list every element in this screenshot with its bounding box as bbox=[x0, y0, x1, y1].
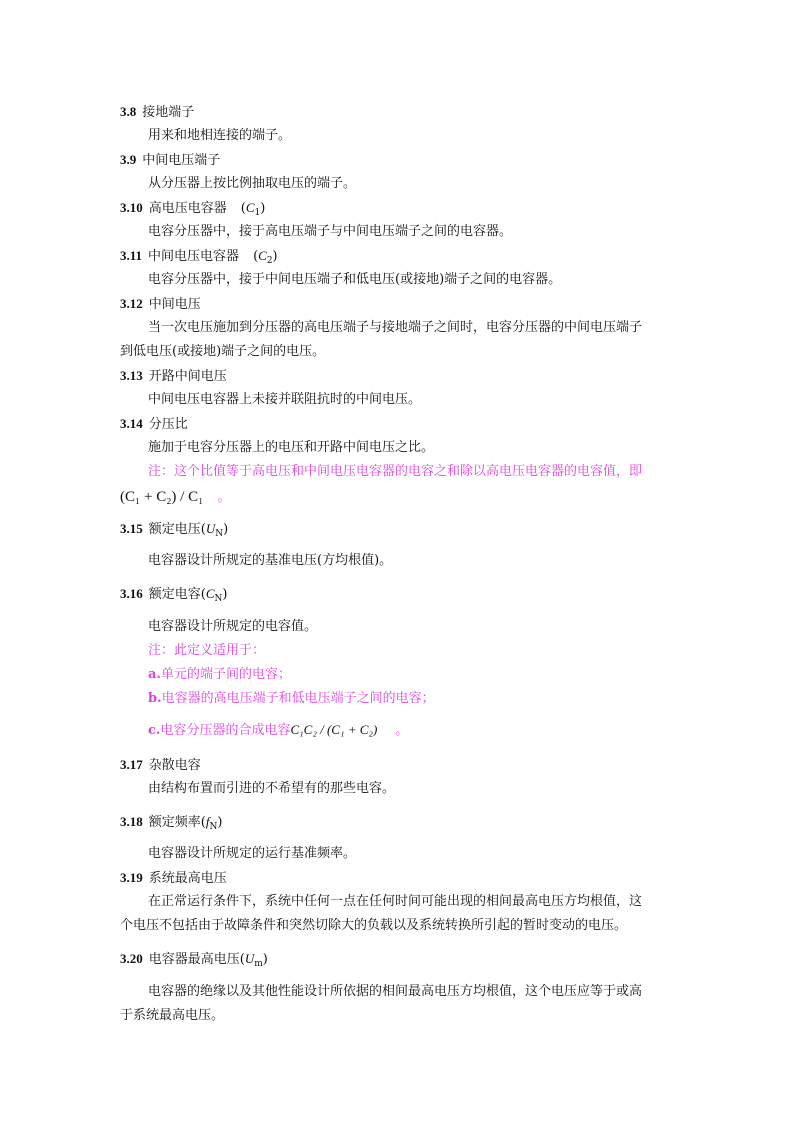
heading-3-12 bbox=[120, 296, 201, 313]
heading-3-8 bbox=[120, 104, 194, 121]
definition-3-12-line1: 当一次电压施加到分压器的高电压端子与接地端子之间时，电容分压器的中间电压端子 bbox=[148, 320, 643, 335]
item-text: 电容器的高电压端子和低电压端子之间的电容； bbox=[161, 691, 435, 706]
heading-3-18: 3.18 额定频率$(f_N)$ bbox=[120, 814, 223, 832]
definition-3-17: 由结构布置而引进的不希望有的那些电容。 bbox=[148, 781, 396, 796]
heading-3-14 bbox=[120, 416, 188, 433]
clause-term: 分压比 bbox=[148, 417, 188, 432]
note-item-b bbox=[148, 691, 435, 707]
clause-term: 中间电压 bbox=[148, 297, 201, 312]
item-label: c. bbox=[148, 723, 161, 738]
definition-3-8: 用来和地相连接的端子。 bbox=[148, 128, 292, 143]
heading-3-17 bbox=[120, 757, 201, 774]
clause-number: 3.8 bbox=[120, 104, 137, 119]
symbol-subscript: N bbox=[209, 822, 218, 832]
symbol: C bbox=[258, 248, 267, 263]
item-text: 电容分压器的合成电容 bbox=[160, 723, 291, 738]
symbol: C bbox=[205, 586, 215, 601]
formula-3-14 bbox=[120, 489, 230, 506]
definition-3-11: 电容分压器中，接于中间电压端子和低电压(或接地)端子之间的电容器。 bbox=[148, 272, 562, 287]
clause-number: 3.11 bbox=[120, 248, 143, 263]
clause-number: 3.13 bbox=[120, 368, 143, 383]
heading-3-13 bbox=[120, 368, 227, 385]
definition-3-12-line2: 到低电压(或接地)端子之间的电压。 bbox=[120, 344, 326, 359]
heading-3-19 bbox=[120, 870, 227, 887]
clause-number: 3.20 bbox=[120, 951, 143, 966]
symbol-subscript: N bbox=[215, 529, 224, 539]
symbol-subscript: 2 bbox=[266, 256, 273, 266]
item-label: a. bbox=[148, 667, 161, 682]
symbol: C bbox=[245, 200, 255, 215]
formula-end-mark: 。 bbox=[395, 723, 409, 738]
symbol: f bbox=[205, 814, 210, 829]
clause-term: 接地端子 bbox=[142, 105, 195, 120]
clause-number: 3.18 bbox=[120, 814, 143, 829]
symbol: U bbox=[205, 521, 216, 536]
clause-number: 3.14 bbox=[120, 416, 143, 431]
definition-3-13: 中间电压电容器上未接并联阻抗时的中间电压。 bbox=[148, 392, 422, 407]
divider-ratio-formula: (C₁ + C₂) / C₁ bbox=[120, 489, 204, 505]
clause-term: 中间电压电容器 bbox=[148, 249, 240, 264]
definition-3-14: 施加于电容分压器上的电压和开路中间电压之比。 bbox=[148, 440, 435, 455]
symbol: U bbox=[244, 951, 255, 966]
symbol-subscript: 1 bbox=[254, 208, 261, 218]
clause-number: 3.9 bbox=[120, 152, 137, 167]
note-3-14: 注：这个比值等于高电压和中间电压电容器的电容之和除以高电压电容器的电容值，即 bbox=[148, 464, 643, 479]
clause-term: 额定电容( bbox=[148, 587, 206, 602]
clause-number: 3.17 bbox=[120, 757, 143, 772]
heading-3-9 bbox=[120, 152, 220, 169]
symbol-subscript: m bbox=[254, 959, 263, 969]
item-text: 单元的端子间的电容； bbox=[160, 667, 291, 682]
definition-3-10: 电容分压器中，接于高电压端子与中间电压端子之间的电容器。 bbox=[148, 224, 513, 239]
clause-number: 3.10 bbox=[120, 200, 143, 215]
heading-3-16: 3.16 额定电容$(C_N)$ bbox=[120, 586, 228, 604]
clause-number: 3.16 bbox=[120, 586, 143, 601]
heading-3-15: 3.15 额定电压$(U_N)$ bbox=[120, 521, 229, 539]
definition-3-20-line1: 电容器的绝缘以及其他性能设计所依据的相间最高电压方均根值，这个电压应等于或高 bbox=[148, 984, 643, 999]
definition-3-9: 从分压器上按比例抽取电压的端子。 bbox=[148, 176, 357, 191]
series-capacitance-formula: C₁C₂ / (C₁ + C₂) bbox=[290, 722, 378, 737]
clause-term: 高电压电容器 bbox=[148, 201, 227, 216]
clause-number: 3.19 bbox=[120, 870, 143, 885]
definition-3-19-line2: 个电压不包括由于故障条件和突然切除大的负载以及系统转换所引起的暂时变动的电压。 bbox=[120, 918, 628, 933]
clause-term: 电容器最高电压( bbox=[148, 952, 245, 967]
definition-3-16: 电容器设计所规定的电容值。 bbox=[148, 619, 318, 634]
clause-number: 3.15 bbox=[120, 521, 143, 536]
clause-term: 系统最高电压 bbox=[148, 871, 227, 886]
note-item-c bbox=[148, 722, 408, 739]
clause-term: 中间电压端子 bbox=[142, 153, 221, 168]
clause-term: 额定电压( bbox=[148, 522, 206, 537]
clause-number: 3.12 bbox=[120, 296, 143, 311]
formula-end-mark: 。 bbox=[217, 490, 231, 505]
note-item-a bbox=[148, 667, 291, 683]
symbol-subscript: N bbox=[214, 594, 223, 604]
item-label: b. bbox=[148, 691, 162, 706]
definition-3-20-line2: 于系统最高电压。 bbox=[120, 1008, 225, 1023]
heading-3-11: 3.11 中间电压电容器 $(C_2)$ bbox=[120, 248, 278, 266]
definition-3-19-line1: 在正常运行条件下，系统中任何一点在任何时间可能出现的相间最高电压方均根值，这 bbox=[148, 894, 643, 909]
clause-term: 开路中间电压 bbox=[148, 369, 227, 384]
heading-3-10: 3.10 高电压电容器 $(C_1)$ bbox=[120, 200, 266, 218]
definition-3-18: 电容器设计所规定的运行基准频率。 bbox=[148, 846, 357, 861]
clause-term: 杂散电容 bbox=[148, 758, 201, 773]
clause-term: 额定频率( bbox=[148, 815, 206, 830]
note-3-16: 注：此定义适用于： bbox=[148, 643, 266, 658]
heading-3-20: 3.20 电容器最高电压$(U_m)$ bbox=[120, 951, 268, 969]
definition-3-15: 电容器设计所规定的基准电压(方均根值)。 bbox=[148, 553, 393, 568]
